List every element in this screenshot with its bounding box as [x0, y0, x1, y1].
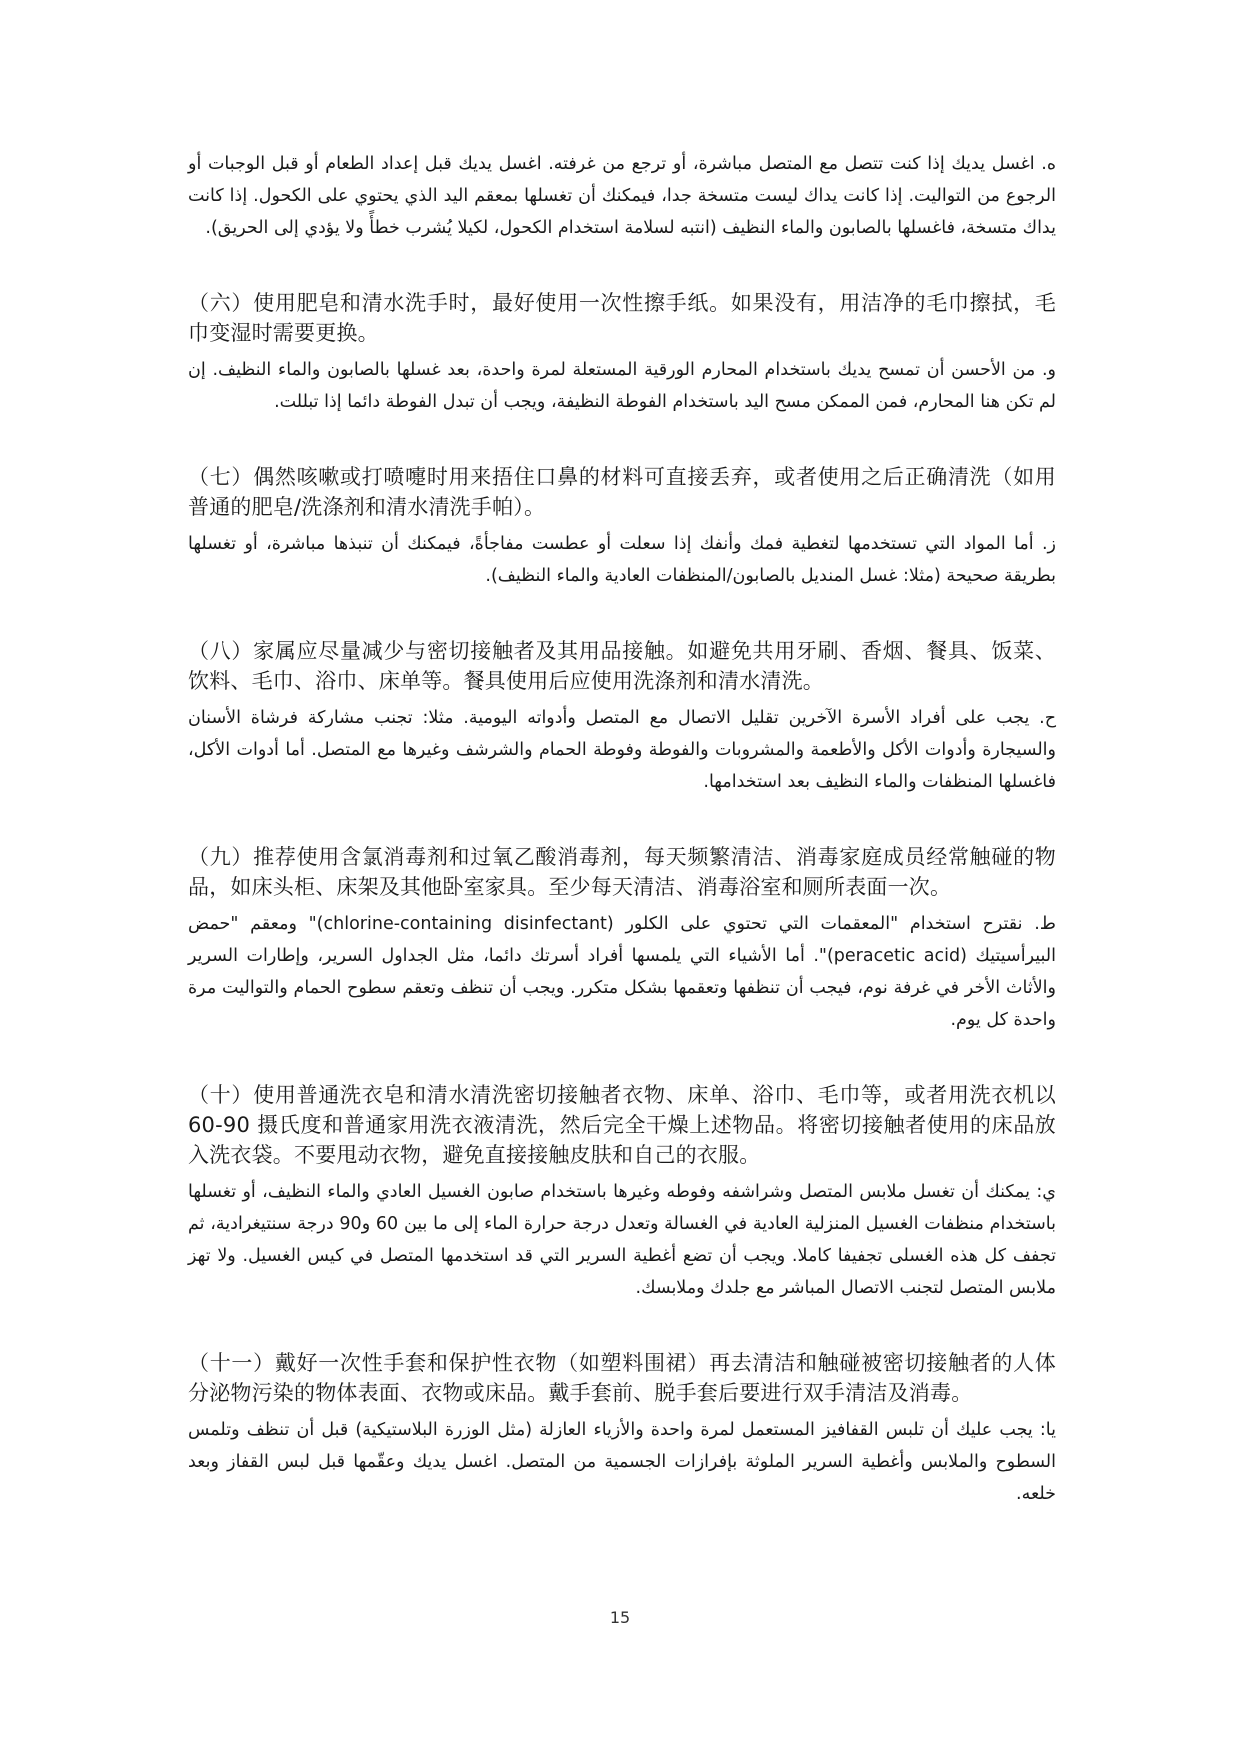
document-page [188, 148, 1056, 1554]
arabic-paragraph: ح. يجب على أفراد الأسرة الآخرين تقليل الاتصال مع المتصل وأدواته اليومية. مثلا: تجنب مشاركة فرشاة الأسنان والسيجارة وأدوات الأكل والأطعمة والمشروبات والفوطة وفوطة الحمام والشرشف وغيرها مع المتصل. أما أدوات الأكل، فاغسلها المنظفات والماء النظيف بعد استخدامها. [188, 708, 1056, 792]
chinese-paragraph: （七）偶然咳嗽或打喷嚏时用来捂住口鼻的材料可直接丢弃，或者使用之后正确清洗（如用普通的肥皂/洗涤剂和清水清洗手帕）。 [188, 465, 1056, 519]
arabic-paragraph: ط. نقترح استخدام "المعقمات التي تحتوي على الكلور (chlorine-containing disinfectant)" ومعقم "حمض البيرأسيتيك (peracetic acid)". أما الأشياء التي يلمسها أفراد أسرتك دائما، مثل الجداول السرير، وإطارات السرير والأثاث الأخر في غرفة نوم، فيجب أن تنظفها وتعقمها بشكل متكرر. ويجب أن تنظف وتعقم سطوح الحمام والتواليت مرة واحدة كل يوم. [188, 914, 1056, 1030]
arabic-paragraph-e: ه. اغسل يديك إذا كنت تتصل مع المتصل مباشرة، أو ترجع من غرفته. اغسل يديك قبل إعداد الطعام أو قبل الوجبات أو الرجوع من التواليت. إذا كانت يداك ليست متسخة جدا، فيمكنك أن تغسلها بمعقم اليد الذي يحتوي على الكحول. إذا كانت يداك متسخة، فاغسلها بالصابون والماء النظيف (انتبه لسلامة استخدام الكحول، لكيلا يُشرب خطأً ولا يؤدي إلى الحريق). [188, 154, 1056, 238]
arabic-paragraph: ز. أما المواد التي تستخدمها لتغطية فمك وأنفك إذا سعلت أو عطست مفاجأةً، فيمكنك أن تنبذها مباشرة، أو تغسلها بطريقة صحيحة (مثلا: غسل المنديل بالصابون/المنظفات العادية والماء النظيف). [188, 534, 1056, 586]
chinese-paragraph: （九）推荐使用含氯消毒剂和过氧乙酸消毒剂，每天频繁清洁、消毒家庭成员经常触碰的物品，如床头柜、床架及其他卧室家具。至少每天清洁、消毒浴室和厕所表面一次。 [188, 845, 1056, 899]
section-11 [188, 1348, 1056, 1510]
page-number: 15 [609, 1608, 631, 1627]
section-6 [188, 288, 1056, 418]
chinese-paragraph: （十一）戴好一次性手套和保护性衣物（如塑料围裙）再去清洁和触碰被密切接触者的人体分泌物污染的物体表面、衣物或床品。戴手套前、脱手套后要进行双手清洁及消毒。 [188, 1351, 1056, 1405]
section-8 [188, 636, 1056, 798]
chinese-paragraph: （八）家属应尽量减少与密切接触者及其用品接触。如避免共用牙刷、香烟、餐具、饭菜、饮料、毛巾、浴巾、床单等。餐具使用后应使用洗涤剂和清水清洗。 [188, 639, 1056, 693]
chinese-paragraph: （十）使用普通洗衣皂和清水清洗密切接触者衣物、床单、浴巾、毛巾等，或者用洗衣机以 60-90 摄氏度和普通家用洗衣液清洗，然后完全干燥上述物品。将密切接触者使用的床品放入洗衣袋。不要甩动衣物，避免直接接触皮肤和自己的衣服。 [188, 1083, 1056, 1167]
section-7 [188, 462, 1056, 592]
section-10 [188, 1080, 1056, 1304]
arabic-paragraph: يا: يجب عليك أن تلبس القفافيز المستعمل لمرة واحدة والأزياء العازلة (مثل الوزرة البلاستيكية) قبل أن تنظف وتلمس السطوح والملابس وأغطية السرير الملوثة بإفرازات الجسمية من المتصل. اغسل يديك وعقّمها قبل لبس القفاز وبعد خلعه. [188, 1420, 1056, 1504]
arabic-paragraph: ي: يمكنك أن تغسل ملابس المتصل وشراشفه وفوطه وغيرها باستخدام صابون الغسيل العادي والماء النظيف، أو تغسلها باستخدام منظفات الغسيل المنزلية العادية في الغسالة وتعدل درجة حرارة الماء إلى ما بين 60 و90 درجة سنتيغرادية، ثم تجفف كل هذه الغسلى تجفيفا كاملا. ويجب أن تضع أغطية السرير التي قد استخدمها المتصل في كيس الغسيل. ولا تهز ملابس المتصل لتجنب الاتصال المباشر مع جلدك وملابسك. [188, 1182, 1056, 1298]
chinese-paragraph: （六）使用肥皂和清水洗手时，最好使用一次性擦手纸。如果没有，用洁净的毛巾擦拭，毛巾变湿时需要更换。 [188, 291, 1056, 345]
section-9 [188, 842, 1056, 1036]
arabic-paragraph: و. من الأحسن أن تمسح يديك باستخدام المحارم الورقية المستعلة لمرة واحدة، بعد غسلها بالصابون والماء النظيف. إن لم تكن هنا المحارم، فمن الممكن مسح اليد باستخدام الفوطة النظيفة، ويجب أن تبدل الفوطة دائما إذا تبللت. [188, 360, 1056, 412]
